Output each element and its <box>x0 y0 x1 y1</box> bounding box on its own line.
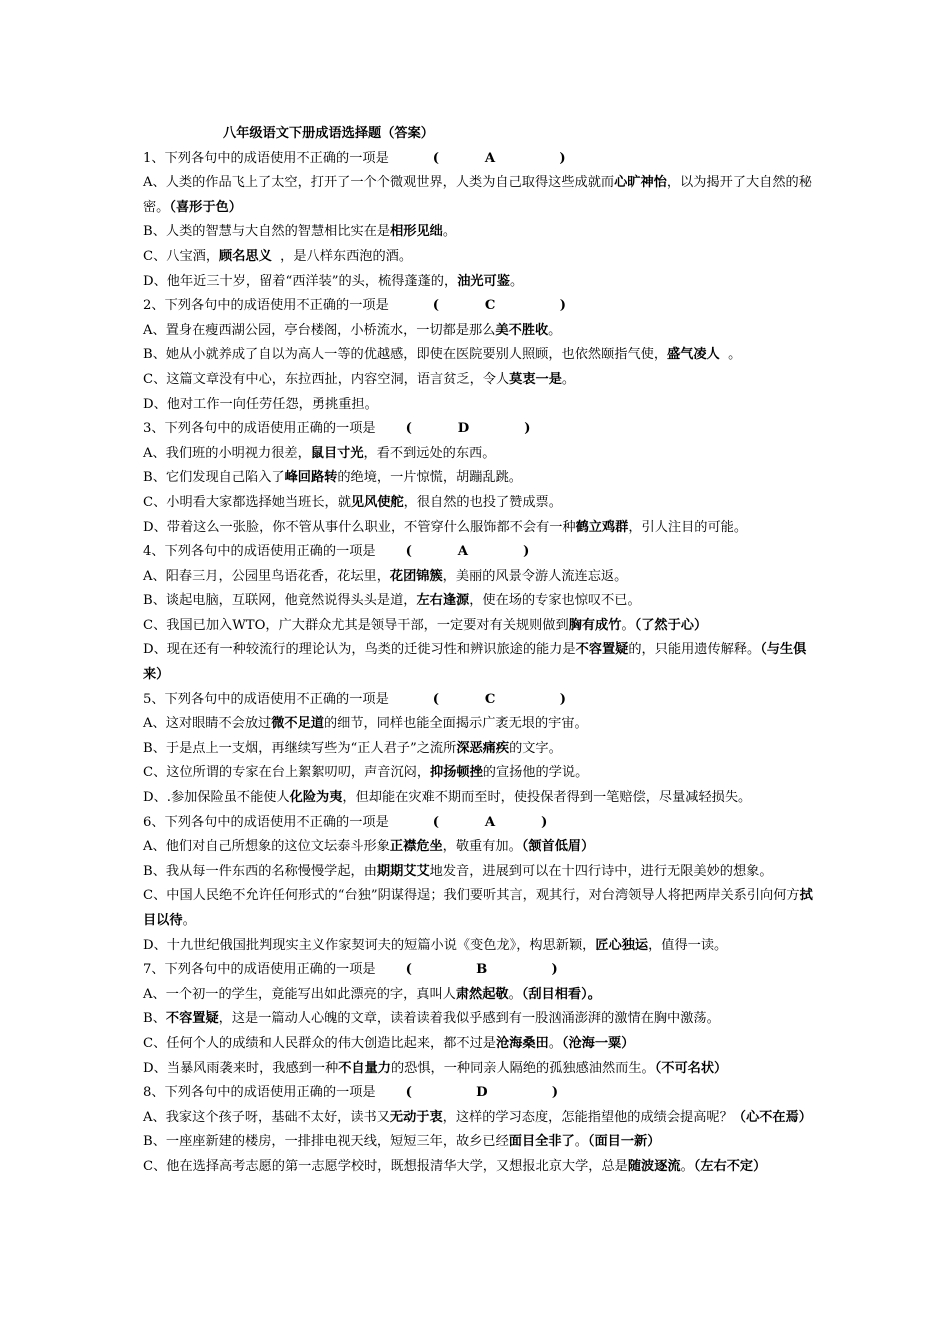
correction: （沧海一粟） <box>561 1035 635 1051</box>
option-d: D、带着这么一张脸，你不管从事什么职业，不管穿什么服饰都不会有一种鹤立鸡群，引人注目的可能。 <box>143 519 748 535</box>
idiom: 美不胜收 <box>495 322 549 338</box>
option-d: D、十九世纪俄国批判现实主义作家契诃夫的短篇小说《变色龙》，构思新颖，匠心独运，值得一读。 <box>143 937 728 953</box>
option-d: D、.参加保险虽不能使人化险为夷，但却能在灾难不期而至时，使投保者得到一笔赔偿，尽量减轻损失。 <box>143 790 752 806</box>
option-a: A、阳春三月，公园里鸟语花香，花坛里，花团锦簇，美丽的风景令游人流连忘返。 <box>143 568 628 584</box>
idiom: 不容置疑 <box>575 642 629 658</box>
option-a: A、置身在瘦西湖公园，亭台楼阁，小桥流水，一切都是那么美不胜收。 <box>143 322 562 338</box>
idiom: 随波逐流 <box>627 1158 681 1174</box>
option-a: A、我家这个孩子呀，基础不太好，读书又无动于衷，这样的学习态度，怎能指望他的成绩会提高呢？（心不在焉） <box>143 1109 812 1125</box>
option-d: D、现在还有一种较流行的理论认为，鸟类的迁徙习性和辨识旅途的能力是不容置疑的，只能用遗传解释。（与生俱来） <box>143 642 807 683</box>
question-stem: 5、下列各句中的成语使用不正确的一项是 ( C ) <box>143 691 566 707</box>
idiom: 期期艾艾 <box>376 863 430 879</box>
answer-letter: C <box>484 691 496 707</box>
answer-letter: D <box>457 421 470 437</box>
idiom: 抑扬顿挫 <box>430 765 483 781</box>
question-2 <box>143 294 815 417</box>
idiom: 左右逢源 <box>416 593 470 609</box>
option-b: B、她从小就养成了自以为高人一等的优越感，即使在医院要别人照顾，也依然颐指气使，盛气凌人 。 <box>143 347 742 363</box>
idiom: 不容置疑 <box>165 1011 219 1027</box>
question-4 <box>143 540 815 688</box>
question-3 <box>143 417 815 540</box>
question-stem: 6、下列各句中的成语使用不正确的一项是 ( A ) <box>143 814 548 830</box>
option-b: B、不容置疑，这是一篇动人心魄的文章，读着读着我似乎感到有一股汹涌澎湃的激情在胸中激荡。 <box>143 1011 720 1027</box>
option-c: C、中国人民绝不允许任何形式的“台独”阴谋得逞；我们要听其言，观其行，对台湾领导人将把两岸关系引向何方拭目以待。 <box>143 888 813 928</box>
correction: （面目一新） <box>587 1134 661 1150</box>
option-c: C、这篇文章没有中心，东拉西扯，内容空洞，语言贫乏，令人莫衷一是。 <box>143 371 576 387</box>
page-title: 八年级语文下册成语选择题（答案） <box>223 126 434 141</box>
option-d: D、当暴风雨袭来时，我感到一种不自量力的恐惧，一种同亲人隔绝的孤独感油然而生。（不可名状） <box>143 1060 728 1076</box>
idiom: 油光可鉴 <box>457 273 510 289</box>
idiom: 花团锦簇 <box>389 568 443 584</box>
correction: （喜形于色） <box>169 199 242 215</box>
option-a: A、这对眼睛不会放过微不足道的细节，同样也能全面揭示广袤无垠的宇宙。 <box>143 716 588 732</box>
correction: （心不在焉） <box>732 1109 812 1125</box>
answer-letter: A <box>457 544 468 560</box>
idiom: 峰回路转 <box>284 470 338 486</box>
option-d: D、他对工作一向任劳任怨，勇挑重担。 <box>143 396 378 412</box>
option-b: B、于是点上一支烟，再继续写些为“正人君子”之流所深恶痛疾的文字。 <box>143 740 562 756</box>
option-c: C、我国已加入WTO，广大群众尤其是领导干部，一定要对有关规则做到胸有成竹。（了然于心） <box>143 617 708 633</box>
question-1 <box>143 147 815 295</box>
option-b: B、一座座新建的楼房，一排排电视天线，短短三年，故乡已经面目全非了。（面目一新） <box>143 1134 661 1150</box>
question-stem: 8、下列各句中的成语使用正确的一项是 ( D ) <box>143 1085 559 1101</box>
option-c: C、八宝酒，顾名思义 ，是八样东西泡的酒。 <box>143 248 413 264</box>
option-a: A、人类的作品飞上了太空，打开了一个个微观世界，人类为自己取得这些成就而心旷神怡，以为揭开了大自然的秘密。（喜形于色） <box>143 175 812 215</box>
idiom: 匠心独运 <box>595 937 649 953</box>
answer-letter: B <box>476 962 488 978</box>
idiom: 见风使舵 <box>350 494 404 510</box>
idiom: 正襟危坐 <box>389 839 443 855</box>
correction: （与生俱来） <box>143 642 807 683</box>
option-c: C、任何个人的成绩和人民群众的伟大创造比起来，都不过是沧海桑田。（沧海一粟） <box>143 1035 635 1051</box>
correction: （不可名状） <box>654 1060 728 1076</box>
correction: （颔首低眉） <box>521 839 595 855</box>
idiom: 化险为夷 <box>289 790 343 806</box>
option-b: B、人类的智慧与大自然的智慧相比实在是相形见绌。 <box>143 224 457 240</box>
idiom: 顾名思义 <box>219 248 272 264</box>
question-stem: 4、下列各句中的成语使用正确的一项是 ( A ) <box>143 544 530 560</box>
idiom: 无动于衷 <box>389 1109 443 1125</box>
idiom: 微不足道 <box>271 716 324 732</box>
idiom: 盛气凌人 <box>667 347 720 363</box>
document <box>143 122 815 1180</box>
idiom: 莫衷一是 <box>509 371 562 387</box>
option-c: C、小明看大家都选择她当班长，就见风使舵，很自然的也投了赞成票。 <box>143 494 562 510</box>
option-b: B、它们发现自己陷入了峰回路转的绝境，一片惊慌，胡蹦乱跳。 <box>143 470 522 486</box>
answer-letter: A <box>484 150 496 166</box>
question-6 <box>143 811 815 959</box>
answer-letter: A <box>484 814 496 830</box>
correction: （左右不定） <box>693 1158 767 1174</box>
option-a: A、我们班的小明视力很差，鼠目寸光，看不到远处的东西。 <box>143 445 496 461</box>
option-d: D、他年近三十岁，留着“西洋装”的头，梳得蓬蓬的，油光可鉴。 <box>143 273 524 289</box>
question-stem: 1、下列各句中的成语使用不正确的一项是 ( A ) <box>143 150 566 166</box>
question-stem: 7、下列各句中的成语使用正确的一项是 ( B ) <box>143 962 558 978</box>
question-stem: 3、下列各句中的成语使用正确的一项是 ( D ) <box>143 421 531 437</box>
option-a: A、一个初一的学生，竟能写出如此漂亮的字，真叫人肃然起敬。（刮目相看）。 <box>143 986 601 1002</box>
option-c: C、这位所谓的专家在台上絮絮叨叨，声音沉闷，抑扬顿挫的宣扬他的学说。 <box>143 765 589 781</box>
idiom: 鹤立鸡群 <box>575 519 629 535</box>
correction: （了然于心） <box>634 617 708 633</box>
idiom: 鼠目寸光 <box>310 445 364 461</box>
idiom: 面目全非了 <box>508 1134 575 1150</box>
question-8 <box>143 1081 815 1179</box>
option-c: C、他在选择高考志愿的第一志愿学校时，既想报清华大学，又想报北京大学，总是随波逐流。（左右不定） <box>143 1158 767 1174</box>
answer-letter: D <box>476 1085 488 1101</box>
correction: （刮目相看）。 <box>521 986 601 1002</box>
idiom: 相形见绌 <box>390 224 443 240</box>
option-b: B、我从每一件东西的名称慢慢学起，由期期艾艾地发音，进展到可以在十四行诗中，进行无限美妙的想象。 <box>143 863 773 879</box>
option-a: A、他们对自己所想象的这位文坛泰斗形象正襟危坐，敬重有加。（颔首低眉） <box>143 839 595 855</box>
idiom: 肃然起敬 <box>455 986 509 1002</box>
idiom: 拭目以待 <box>143 888 813 928</box>
idiom: 深恶痛疾 <box>456 740 510 756</box>
question-7 <box>143 958 815 1081</box>
idiom: 不自量力 <box>338 1060 391 1076</box>
idiom: 沧海桑田 <box>495 1035 549 1051</box>
idiom: 胸有成竹 <box>568 617 622 633</box>
option-b: B、谈起电脑，互联网，他竟然说得头头是道，左右逢源，使在场的专家也惊叹不已。 <box>143 593 641 609</box>
idiom: 心旷神怡 <box>614 175 667 191</box>
question-stem: 2、下列各句中的成语使用不正确的一项是 ( C ) <box>143 298 566 314</box>
answer-letter: C <box>484 298 496 314</box>
question-5 <box>143 688 815 811</box>
